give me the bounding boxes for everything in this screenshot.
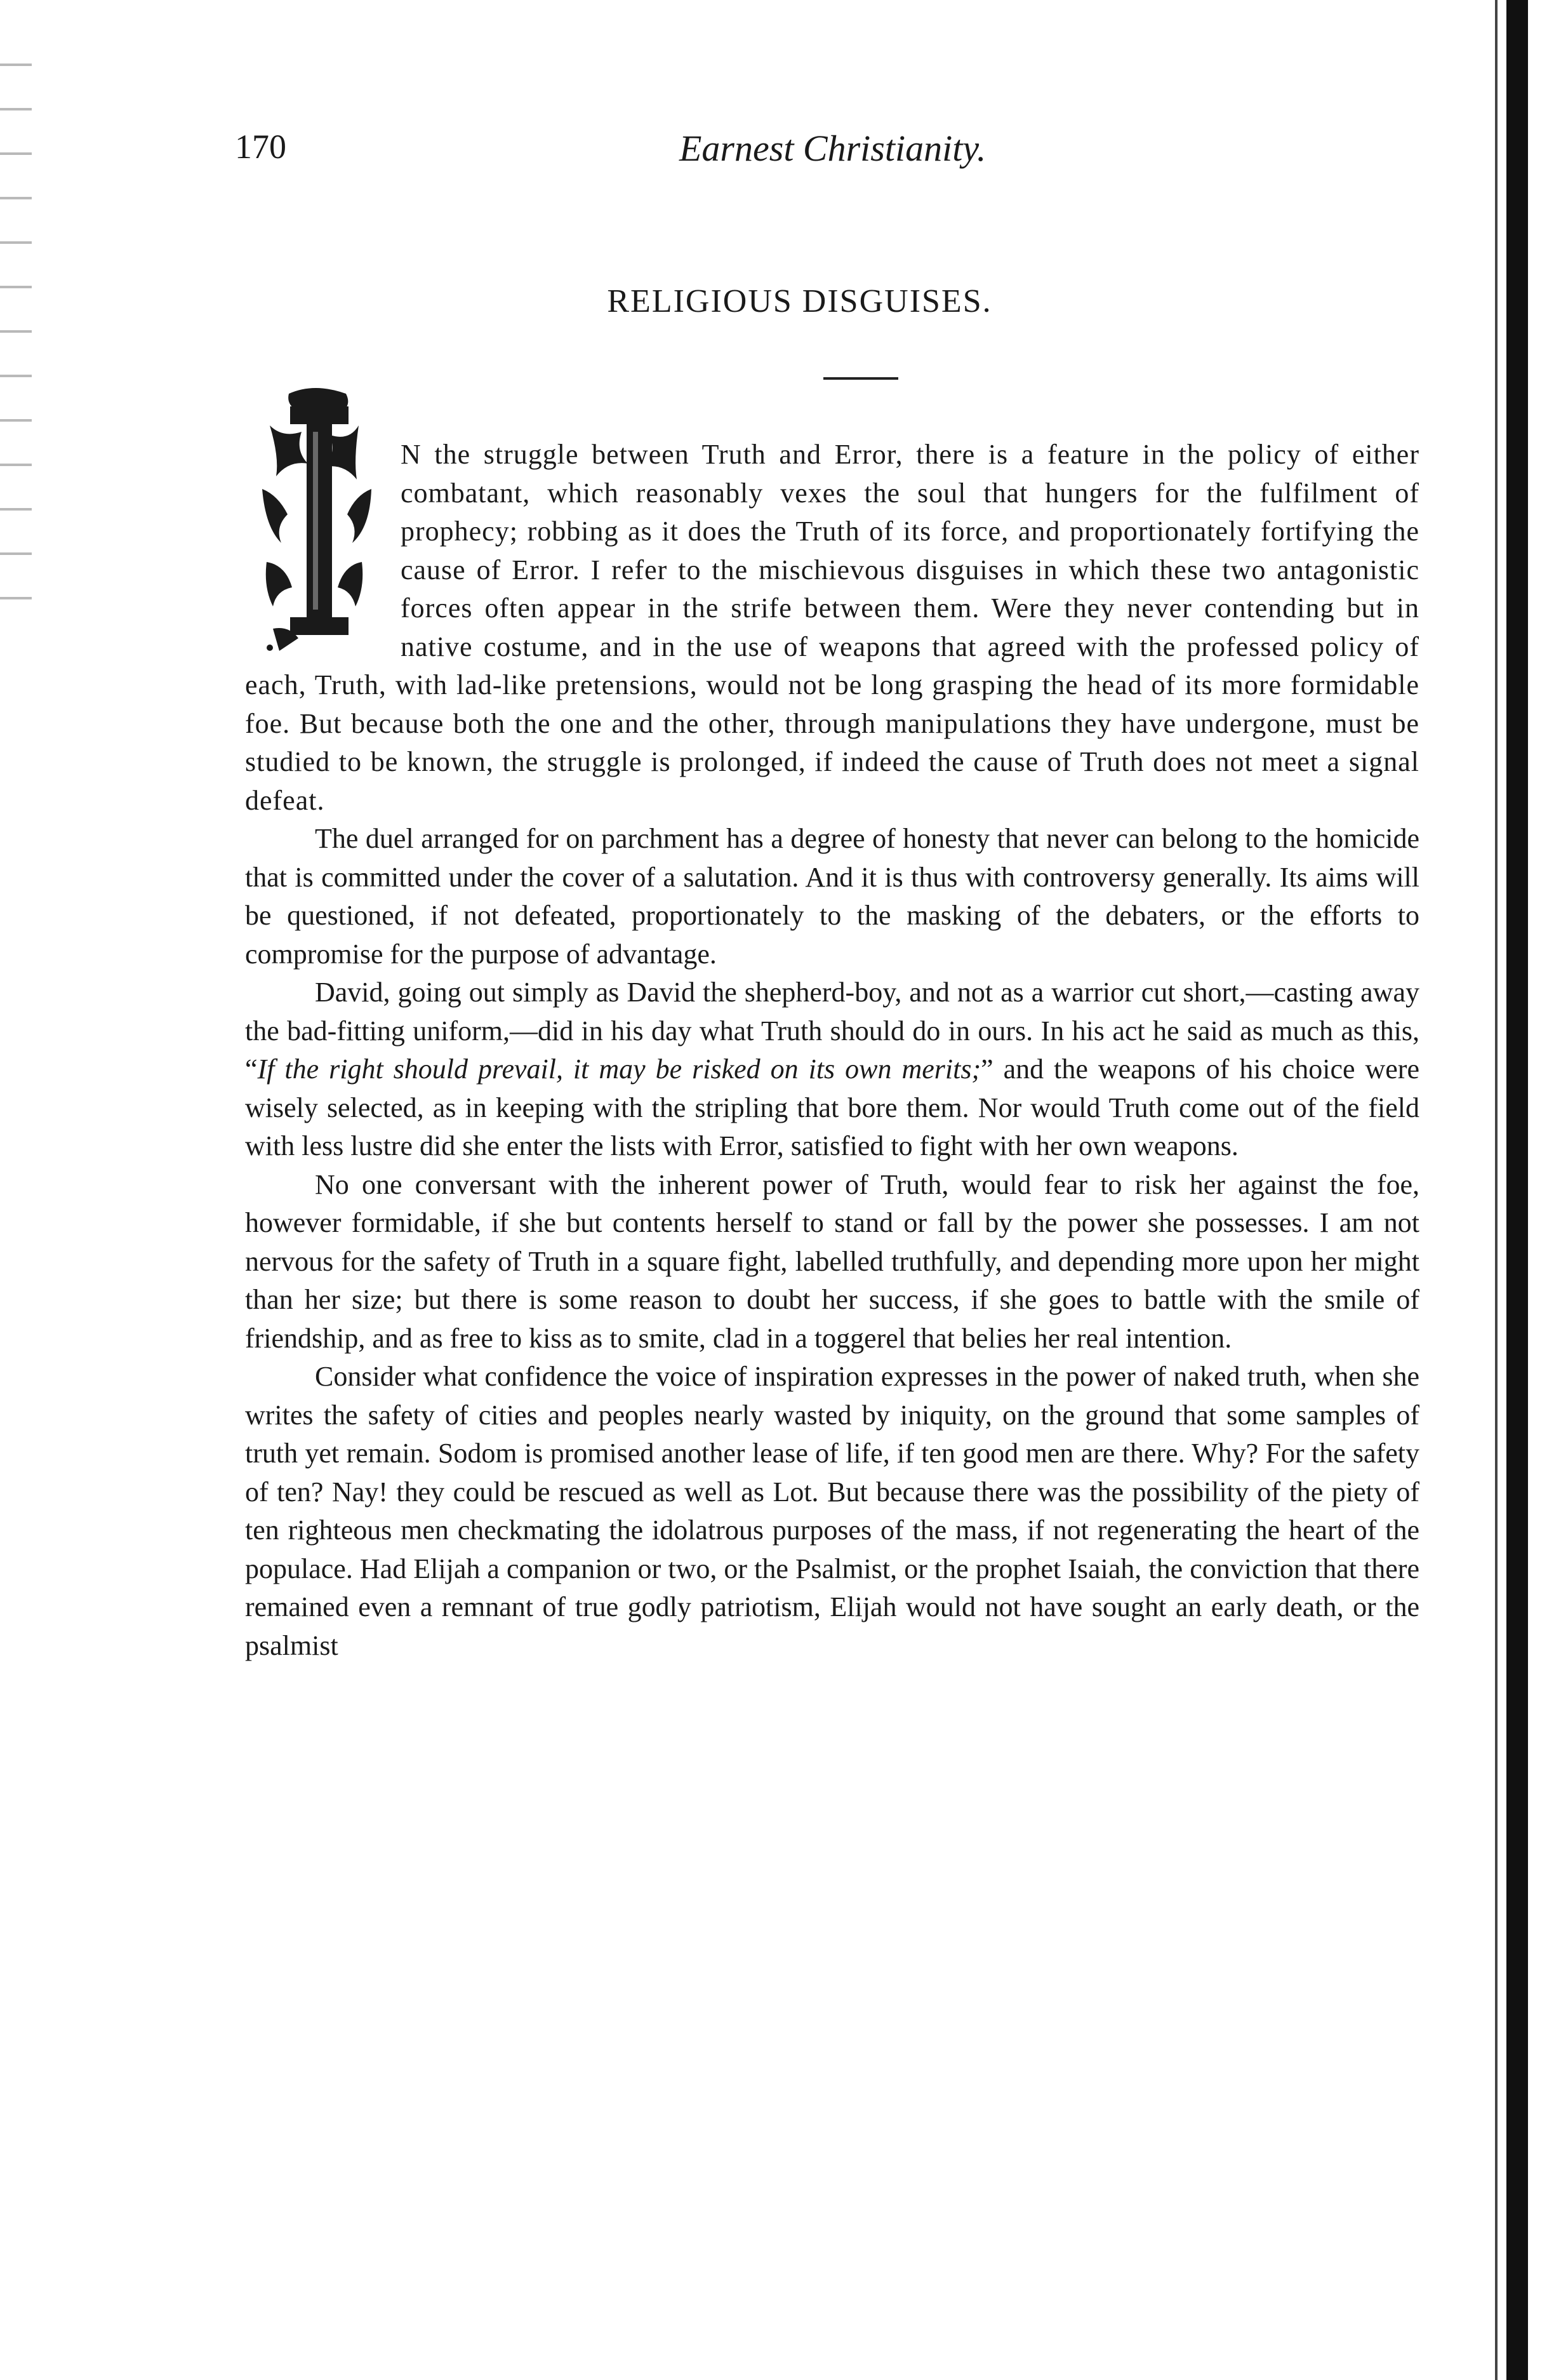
paragraph-2: The duel arranged for on parchment has a degree of honesty that never can belong to the homicide that is committed under the cover of a salutation. And it is thus with controversy generally. Its aims will be questioned, if not defeated, proportionately to the masking of the debaters, or the efforts to compromise for the purpose of advantage. [245, 823, 1419, 970]
paragraph-3-lead: David, going out simply as David the shepherd-boy, and not as a warrior cut short,—casting away the bad-fitting uniform,—did in his day what Truth should do in ours. In his act he said as much as this, “ [245, 977, 1419, 1085]
running-title: Earnest Christianity. [679, 128, 986, 169]
paragraph-1 [245, 436, 1419, 820]
paragraph-5: Consider what confidence the voice of inspiration expresses in the power of naked truth, when she writes the safety of cities and peoples nearly wasted by iniquity, on the ground that some samples of truth yet remain. Sodom is promised another lease of life, if ten good men are there. Why? For the safety of ten? Nay! they could be rescued as well as Lot. But because there was the possibility of the piety of ten righteous men checkmating the idolatrous purposes of the mass, if not regenerating the heart of the populace. Had Elijah a companion or two, or the Psalmist, or the prophet Isaiah, the conviction that there remained even a remnant of true godly patriotism, Elijah would not have sought an early death, or the psalmist [245, 1361, 1419, 1661]
running-head [235, 127, 1422, 178]
paragraph-4: No one conversant with the inherent power of Truth, would fear to risk her against the foe, however formidable, if she but contents herself to stand or fall by the power she possesses. I am not nervous for the safety of Truth in a square fight, labelled truthfully, and depending more upon her might than her size; but there is some reason to doubt her success, if she goes to battle with the smile of friendship, and as free to kiss as to smite, clad in a toggerel that belies her real intention. [245, 1168, 1419, 1354]
paragraph-3 [245, 973, 1419, 1166]
title-rule [823, 377, 898, 380]
paragraph-3-tail: ” and the weapons of his choice were wisely selected, as in keeping with the stripling that bore them. Nor would Truth come out of the field with less lustre did she enter the lists with Error, satisfied to fight with her own weapons. [245, 1053, 1419, 1161]
page-number: 170 [235, 128, 286, 166]
chapter-title: RELIGIOUS DISGUISES. [607, 283, 992, 319]
scan-binding-line [1495, 0, 1498, 2380]
paragraph-3-quote: If the right should prevail, it may be risked on its own merits; [257, 1053, 981, 1085]
paragraph-1-text: N the struggle between Truth and Error, there is a feature in the policy of either combatant, which reasonably vexes the soul that hungers for the fulfilment of prophecy; robbing as it does the Truth of its force, and proportionately fortifying the cause of Error. I refer to the mischievous disguises in which these two antagonistic forces often appear in the strife between them. Were they never contending but in native costume, and in the use of weapons that agreed with the professed policy of each, Truth, with lad-like pretensions, would not be long grasping the head of its more formidable foe. But because both the one and the other, through manipulations they have undergone, must be studied to be known, the struggle is prolonged, if indeed the cause of Truth does not meet a signal defeat. [245, 439, 1419, 816]
drop-cap-spacer [245, 436, 401, 664]
scan-binding-shadow [1506, 0, 1528, 2380]
body-text [245, 436, 1419, 1665]
scan-edge-artifact [0, 38, 32, 610]
